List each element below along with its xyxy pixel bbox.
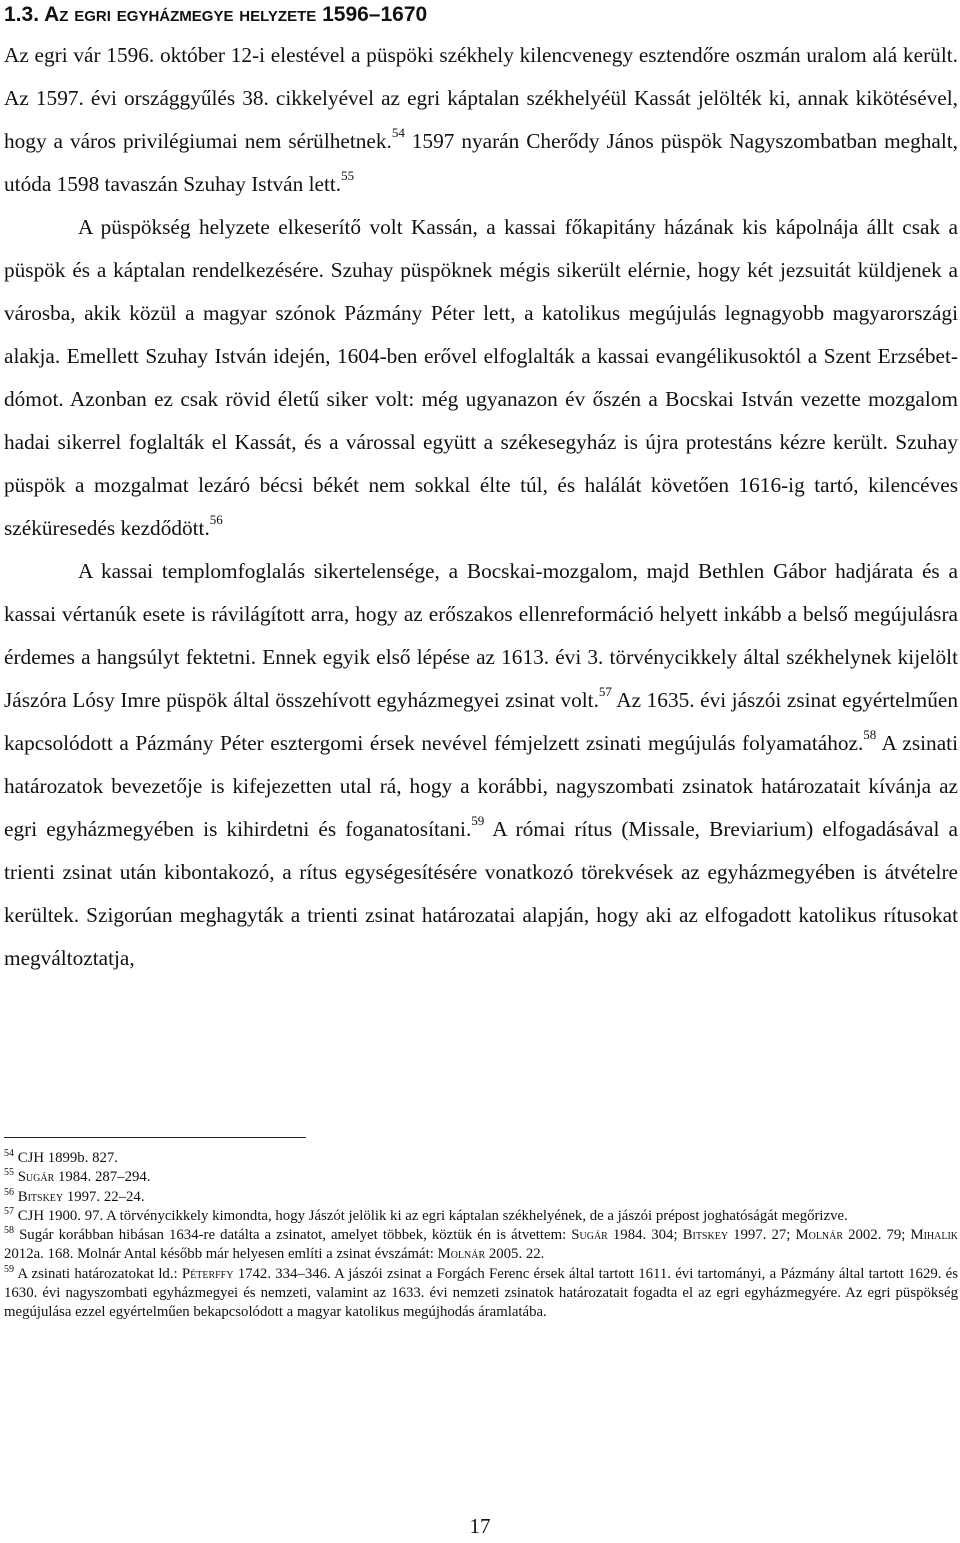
footnote: $^{58}$ Sugár korábban hibásan 1634-re datálta a zsinatot, amelyet többek, köztük én is átvettem: Sugár 1984. 304; Bitskey 1997. 27; Molnár 2002. 79; Mihalik 2012a. 168. Molnár Antal később már helyesen említi a zsinat évszámát: Molnár 2005. 22. (4, 1225, 959, 1263)
footnote: $^{54}$ CJH 1899b. 827. (4, 1148, 119, 1166)
footnote: $^{55}$ Sugár 1984. 287–294. (4, 1167, 151, 1186)
section-title: z egri egyházmegye helyzete (59, 3, 317, 26)
footnotes (4, 1149, 958, 1323)
section-heading: 1.3. Az egri egyházmegye helyzete 1596–1670 (4, 3, 428, 26)
footnote-ref[interactable]: 56 (209, 512, 223, 527)
paragraph: Az egri vár 1596. október 12-i elestével a püspöki székhely kilencvenegy esztendőre oszmán uralom alá került. Az 1597. évi országgyűlés 38. cikkelyével az egri káptalan székhelyéül Kassát jelölték ki, annak kikötésével, hogy a város privilégiumai nem sérülhetnek.$^{54}$ 1597 nyarán Cherődy János püspök Nagyszombatban meghalt, utóda 1598 tavaszán Szuhay István lett.$^{55}$ (4, 43, 958, 196)
section-number: 1.3. (4, 3, 40, 26)
paragraph: A püspökség helyzete elkeserítő volt Kassán, a kassai főkapitány házának kis kápolnája állt csak a püspök és a káptalan rendelkezésére. Szuhay püspöknek mégis sikerült elérnie, hogy két jezsuitát küldjenek a városba, akik közül a magyar szónok Pázmány Péter lett, a katolikus megújulás legnagyobb magyarországi alakja. Emellett Szuhay István idején, 1604-ben erővel elfoglalták a kassai evangélikusoktól a Szent Erzsébet-dómot. Azonban ez csak rövid életű siker volt: még ugyanazon év őszén a Bocskai István vezette mozgalom hadai sikerrel foglalták el Kassát, és a várossal együtt a székesegyház is újra protestáns kézre került. Szuhay püspök a mozgalmat lezáró bécsi békét nem sokkal élte túl, és halálát követően 1616-ig tartó, kilencéves széküresedés kezdődött.$^{56}$ (4, 215, 958, 540)
footnote: $^{57}$ CJH 1900. 97. A törvénycikkely kimondta, hogy Jászót jelölik ki az egri káptalan székhelyének, de a jászói prépost joghatóságát megőrizve. (4, 1205, 848, 1224)
footnote-separator (4, 1137, 306, 1138)
footnote-ref[interactable]: 58 (863, 727, 877, 742)
footnote: $^{56}$ Bitskey 1997. 22–24. (4, 1186, 145, 1205)
page-number: 17 (469, 1514, 491, 1538)
footnote-ref[interactable]: 54 (391, 125, 405, 140)
body-text (4, 34, 958, 980)
section-years: 1596–1670 (322, 3, 428, 26)
footnote-ref[interactable]: 55 (341, 168, 355, 183)
footnote-ref[interactable]: 59 (471, 813, 485, 828)
paragraph: A kassai templomfoglalás sikertelensége, a Bocskai-mozgalom, majd Bethlen Gábor hadjárata és a kassai vértanúk esete is rávilágított arra, hogy az erőszakos ellenreformáció helyett inkább a belső megújulásra érdemes a hangsúlyt fektetni. Ennek egyik első lépése az 1613. évi 3. törvénycikkely által székhelynek kijelölt Jászóra Lósy Imre püspök által összehívott egyházmegyei zsinat volt.$^{57}$ Az 1635. évi jászói zsinat egyértelműen kapcsolódott a Pázmány Péter esztergomi érsek nevével fémjelzett zsinati megújulás folyamatához.$^{58}$ A zsinati határozatok bevezetője is kifejezetten utal rá, hogy a korábbi, nagyszombati zsinatok határozatait kívánja az egri egyházmegyében is kihirdetni és foganatosítani.$^{59}$ A római rítus (Missale, Breviarium) elfogadásával a trienti zsinat után kibontakozó, a rítus egységesítésére vonatkozó törekvések az egyházmegyében is átvételre kerültek. Szigorúan meghagyták a trienti zsinat határozatai alapján, hogy aki az elfogadott katolikus rítusokat megváltoztatja, (4, 559, 958, 970)
footnote-ref[interactable]: 57 (598, 684, 612, 699)
footnote: $^{59}$ A zsinati határozatokat ld.: Péterffy 1742. 334–346. A jászói zsinat a Forgách Ferenc érsek által tartott 1611. évi tartományi, a Pázmány által tartott 1629. és 1630. évi nagyszombati egyházmegyei és nemzeti, valamint az 1633. évi nemzeti zsinatok határozatait fogadta el az egri egyházmegyére. Az egri püspökség megújulása ezzel egyértelműen bekapcsolódott a magyar katolikus megújhodás áramlatába. (4, 1263, 959, 1321)
